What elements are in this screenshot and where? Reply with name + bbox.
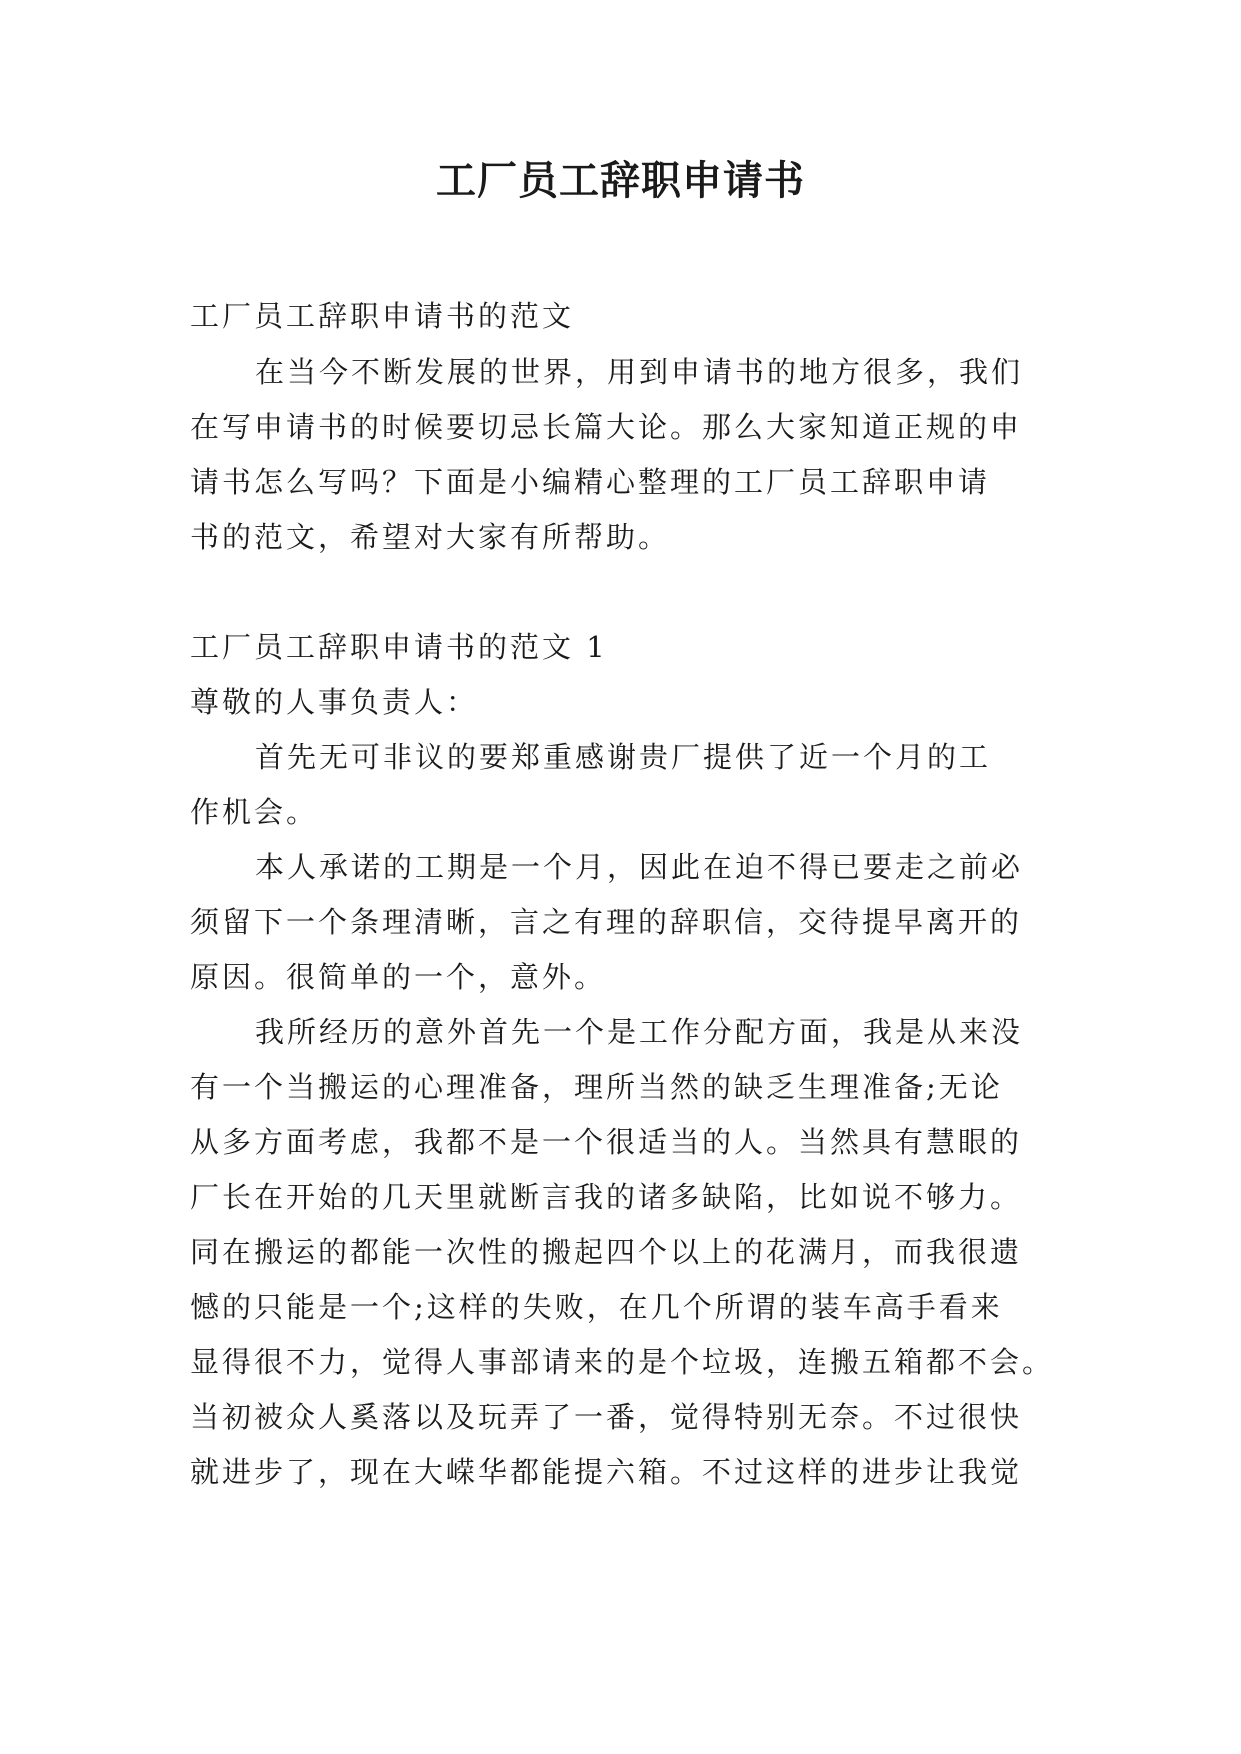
section-heading: 工厂员工辞职申请书的范文 1 (190, 630, 608, 664)
paragraph-line: 同在搬运的都能一次性的搬起四个以上的花满月，而我很遗 (190, 1235, 1023, 1269)
paragraph-line: 有一个当搬运的心理准备，理所当然的缺乏生理准备;无论 (190, 1070, 1003, 1104)
document-title: 工厂员工辞职申请书 (436, 157, 805, 204)
paragraph-line: 厂长在开始的几天里就断言我的诸多缺陷，比如说不够力。 (190, 1180, 1023, 1214)
salutation: 尊敬的人事负责人： (190, 685, 479, 719)
paragraph-line: 须留下一个条理清晰，言之有理的辞职信，交待提早离开的 (190, 905, 1023, 939)
paragraph-line: 请书怎么写吗？下面是小编精心整理的工厂员工辞职申请 (190, 465, 991, 499)
paragraph-line: 在写申请书的时候要切忌长篇大论。那么大家知道正规的申 (190, 410, 1023, 444)
intro-heading: 工厂员工辞职申请书的范文 (190, 299, 575, 333)
paragraph-line: 本人承诺的工期是一个月，因此在迫不得已要走之前必 (255, 850, 1024, 884)
paragraph-line: 就进步了，现在大嵘华都能提六箱。不过这样的进步让我觉 (190, 1455, 1023, 1489)
paragraph-line: 我所经历的意外首先一个是工作分配方面，我是从来没 (255, 1015, 1024, 1049)
paragraph-line: 书的范文，希望对大家有所帮助。 (190, 520, 671, 554)
paragraph-line: 从多方面考虑，我都不是一个很适当的人。当然具有慧眼的 (190, 1125, 1023, 1159)
paragraph-line: 首先无可非议的要郑重感谢贵厂提供了近一个月的工 (255, 740, 992, 774)
paragraph-line: 当初被众人奚落以及玩弄了一番，觉得特别无奈。不过很快 (190, 1400, 1023, 1434)
paragraph-line: 憾的只能是一个;这样的失败，在几个所谓的装车高手看来 (190, 1290, 1003, 1324)
paragraph-line: 作机会。 (190, 795, 319, 829)
paragraph-line: 显得很不力，觉得人事部请来的是个垃圾，连搬五箱都不会。 (190, 1345, 1055, 1379)
paragraph-line: 在当今不断发展的世界，用到申请书的地方很多，我们 (255, 355, 1024, 389)
paragraph-line: 原因。很简单的一个，意外。 (190, 960, 607, 994)
